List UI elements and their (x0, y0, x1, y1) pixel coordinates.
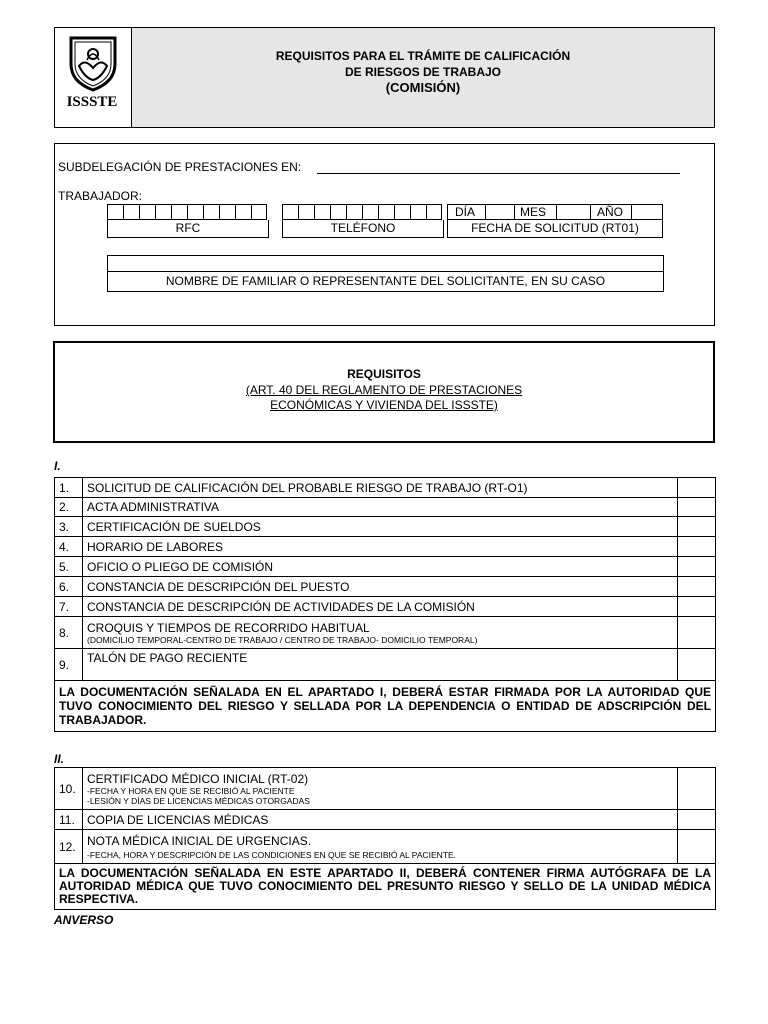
item-number: 9. (55, 649, 83, 681)
applicant-info-box (54, 143, 715, 326)
item-checkbox[interactable] (678, 810, 716, 830)
item-number: 5. (55, 557, 83, 577)
mes-label: MES (520, 205, 547, 219)
page-side-label: ANVERSO (54, 913, 114, 927)
item-subtext: -LESIÓN Y DÍAS DE LICENCIAS MÉDICAS OTORGADAS (87, 795, 310, 806)
title-cell (132, 28, 714, 127)
table-row (55, 517, 716, 537)
table-row (55, 577, 716, 597)
issste-logo-icon (63, 34, 123, 92)
section-1-note: LA DOCUMENTACIÓN SEÑALADA EN EL APARTADO I, DEBERÁ ESTAR FIRMADA POR LA AUTORIDAD QUE TUVO CONOCIMIENTO DEL RIESGO Y SELLADA POR LA DEPENDENCIA O ENTIDAD DE ADSCRIPCIÓN DEL TRABAJADOR. (55, 681, 716, 732)
item-number: 4. (55, 537, 83, 557)
item-checkbox[interactable] (678, 537, 716, 557)
table-row (55, 768, 716, 810)
item-text: TALÓN DE PAGO RECIENTE (83, 649, 678, 681)
item-cell (83, 617, 678, 649)
item-number: 11. (55, 810, 83, 830)
table-row (55, 478, 716, 498)
familiar-field[interactable] (107, 255, 664, 272)
document-title-line2: DE RIESGOS DE TRABAJO (344, 65, 502, 79)
item-number: 2. (55, 498, 83, 517)
item-checkbox[interactable] (678, 478, 716, 498)
item-text: SOLICITUD DE CALIFICACIÓN DEL PROBABLE RIESGO DE TRABAJO (RT-O1) (83, 478, 678, 498)
item-checkbox[interactable] (678, 768, 716, 810)
item-subtext: (DOMICILIO TEMPORAL-CENTRO DE TRABAJO / CENTRO DE TRABAJO- DOMICILIO TEMPORAL) (87, 634, 478, 645)
item-number: 6. (55, 577, 83, 597)
header-box (54, 27, 715, 128)
item-cell (83, 830, 678, 864)
item-text: ACTA ADMINISTRATIVA (83, 498, 678, 517)
item-text: HORARIO DE LABORES (83, 537, 678, 557)
item-checkbox[interactable] (678, 649, 716, 681)
item-cell (83, 768, 678, 810)
requisitos-subtitle: (ART. 40 DEL REGLAMENTO DE PRESTACIONES (245, 383, 523, 397)
item-text: CONSTANCIA DE DESCRIPCIÓN DE ACTIVIDADES DE LA COMISIÓN (83, 597, 678, 617)
table-row (55, 537, 716, 557)
subdelegacion-label: SUBDELEGACIÓN DE PRESTACIONES EN: (58, 160, 302, 174)
item-text: COPIA DE LICENCIAS MÉDICAS (83, 810, 678, 830)
item-text: NOTA MÉDICA INICIAL DE URGENCIAS. (87, 833, 312, 848)
table-row (55, 681, 716, 732)
item-checkbox[interactable] (678, 597, 716, 617)
document-subtitle: (COMISIÓN) (385, 80, 461, 95)
rfc-cells[interactable] (107, 204, 267, 220)
item-text: CERTIFICACIÓN DE SUELDOS (83, 517, 678, 537)
section-1-label: I. (54, 459, 61, 473)
item-text: CONSTANCIA DE DESCRIPCIÓN DEL PUESTO (83, 577, 678, 597)
table-row (55, 617, 716, 649)
item-checkbox[interactable] (678, 577, 716, 597)
item-checkbox[interactable] (678, 557, 716, 577)
table-row (55, 810, 716, 830)
table-row (55, 557, 716, 577)
section-1-table (54, 477, 716, 732)
telefono-label: TELÉFONO (282, 220, 444, 238)
table-row (55, 864, 716, 910)
table-row (55, 498, 716, 517)
item-checkbox[interactable] (678, 498, 716, 517)
item-text: CROQUIS Y TIEMPOS DE RECORRIDO HABITUAL (87, 620, 370, 635)
table-row (55, 649, 716, 681)
item-checkbox[interactable] (678, 517, 716, 537)
requisitos-title: REQUISITOS (347, 367, 421, 381)
subdelegacion-field[interactable] (317, 161, 680, 174)
dia-label: DÍA (455, 205, 476, 219)
section-2-table (54, 767, 716, 910)
fecha-cells[interactable] (447, 204, 663, 220)
item-number: 3. (55, 517, 83, 537)
document-title: REQUISITOS PARA EL TRÁMITE DE CALIFICACIÓN (275, 49, 571, 63)
item-number: 12. (55, 830, 83, 864)
item-text: OFICIO O PLIEGO DE COMISIÓN (83, 557, 678, 577)
fecha-label: FECHA DE SOLICITUD (RT01) (447, 220, 663, 238)
familiar-label: NOMBRE DE FAMILIAR O REPRESENTANTE DEL SOLICITANTE, EN SU CASO (107, 272, 664, 292)
table-row (55, 830, 716, 864)
item-checkbox[interactable] (678, 617, 716, 649)
section-2-note: LA DOCUMENTACIÓN SEÑALADA EN ESTE APARTADO II, DEBERÁ CONTENER FIRMA AUTÓGRAFA DE LA AUTORIDAD MÉDICA QUE TUVO CONOCIMIENTO DEL PRESUNTO RIESGO Y SELLO DE LA UNIDAD MÉDICA RESPECTIVA. (55, 864, 716, 910)
logo-text: ISSSTE (66, 94, 118, 110)
table-row (55, 597, 716, 617)
item-text: CERTIFICADO MÉDICO INICIAL (RT-02) (87, 771, 309, 786)
item-subtext: -FECHA, HORA Y DESCRIPCIÓN DE LAS CONDICIONES EN QUE SE RECIBIÓ AL PACIENTE. (87, 849, 457, 860)
requisitos-subtitle-line2: ECONÓMICAS Y VIVIENDA DEL ISSSTE) (270, 398, 498, 412)
trabajador-label: TRABAJADOR: (58, 189, 143, 203)
requisitos-box (53, 341, 715, 443)
item-number: 1. (55, 478, 83, 498)
item-subtext: -FECHA Y HORA EN QUE SE RECIBIÓ AL PACIENTE (87, 785, 295, 796)
anio-label: AÑO (597, 205, 624, 219)
rfc-label: RFC (107, 220, 269, 238)
section-2-label: II. (54, 752, 65, 766)
item-number: 8. (55, 617, 83, 649)
item-number: 7. (55, 597, 83, 617)
telefono-cells[interactable] (282, 204, 442, 220)
item-number: 10. (55, 768, 83, 810)
item-checkbox[interactable] (678, 830, 716, 864)
logo-cell (55, 28, 132, 127)
